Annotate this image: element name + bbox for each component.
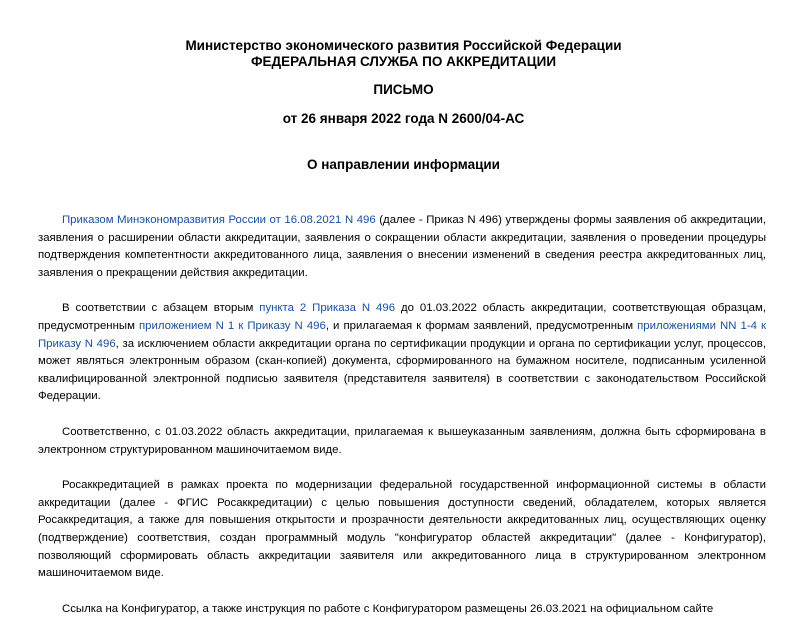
document-body [38,212,766,636]
paragraph [38,212,766,282]
paragraph [38,424,766,459]
paragraph-text: (далее - Приказ N 496) утверждены формы заявления об аккредитации, заявления о расширении области аккредитации, заявления о сокращении области аккредитации, заявления о проведении процедуры подтверждения компетентности аккредитованного лица, заявления о внесении изменений в сведения реестра аккредитованных лиц, заявления о прекращении действия аккредитации. [38,214,766,279]
ministry-title: Министерство экономического развития Российской Федерации [185,38,622,53]
document-link[interactable]: пункта 2 Приказа N 496 [259,302,396,315]
paragraph [38,601,766,619]
service-title: ФЕДЕРАЛЬНАЯ СЛУЖБА ПО АККРЕДИТАЦИИ [250,54,557,69]
paragraph [38,477,766,583]
paragraph-text: Ссылка на Конфигуратор, а также инструкция по работе с Конфигуратором размещены 26.03.2021 на официальном сайте [62,602,714,615]
document-link[interactable]: приложениями NN 1-4 к Приказу N 496 [38,319,766,350]
paragraph-text: Росаккредитацией в рамках проекта по модернизации федеральной государственной информационной системы в области аккредитации (далее - ФГИС Росаккредитации) с целью повышения доступности сведений, обладателем, которых является Росаккредитация, а также для повышения открытости и прозрачности деятельности аккредитованных лиц, осуществляющих оценку (подтверждение) соответствия, создан программный модуль "конфигуратор областей аккредитации" (далее - Конфигуратор), позволяющий сформировать область аккредитации заявителя или аккредитованного лица в структурированном электронном машиночитаемом виде. [38,479,766,580]
paragraph-text: В соответствии с абзацем вторым [62,302,260,315]
document-subject: О направлении информации [307,157,500,172]
paragraph-text: , за исключением области аккредитации органа по сертификации продукции и органа по сертификации услуг, процессов, может являться электронным образом (скан-копией) документа, сформированного на бумажном носителе, подписанным усиленной квалифицированной электронной подписью заявителя (представителя заявителя) в соответствии с законодательством Российской Федерации. [38,337,766,403]
paragraph-text: до 01.03.2022 область аккредитации, соответствующая образцам, предусмотренным [38,302,766,332]
document-link[interactable]: приложением N 1 к Приказу N 496 [138,319,326,332]
paragraph [38,300,766,406]
document-link[interactable]: Приказом Минэкономразвития России от 16.08.2021 N 496 [62,214,376,226]
document-type: ПИСЬМО [373,82,434,97]
paragraph-text: , и прилагаемая к формам заявлений, предусмотренным [325,319,638,332]
document-date-number: от 26 января 2022 года N 2600/04-АС [282,111,525,126]
paragraph-text: Соответственно, с 01.03.2022 область аккредитации, прилагаемая к вышеуказанным заявлениям, должна быть сформирована в электронном структурированном машиночитаемом виде. [38,425,766,456]
